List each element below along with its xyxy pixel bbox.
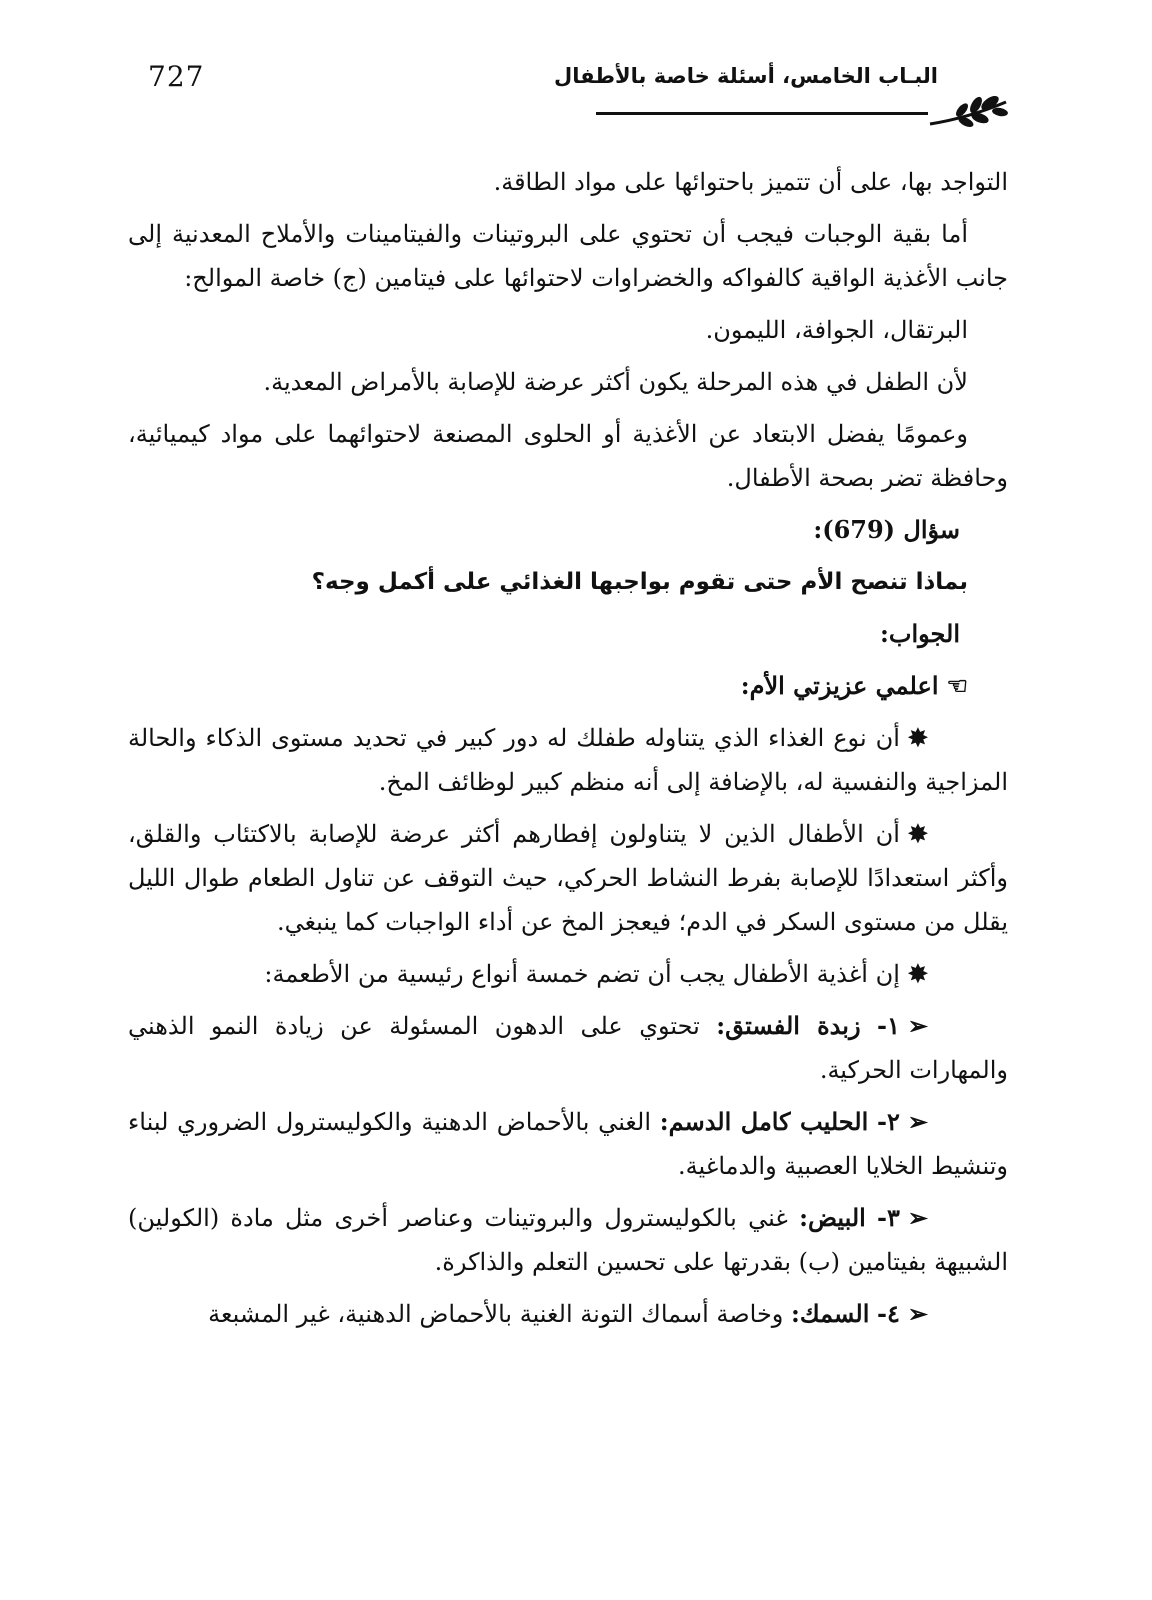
answer-heading [128, 612, 968, 656]
star-bullet-icon: ✸ [907, 959, 928, 988]
arrow-bullet-icon: ➢ [907, 1011, 928, 1040]
paragraph: التواجد بها، على أن تتميز باحتوائها على مواد الطاقة. [493, 168, 1008, 196]
leaf-ornament-icon [928, 94, 1008, 128]
running-title: البـاب الخامس، أسئلة خاصة بالأطفال [553, 64, 938, 88]
bullet-paragraph [128, 716, 1008, 804]
item-term: الحليب كامل الدسم: [659, 1107, 869, 1136]
question-label: سؤال (679): [813, 515, 960, 544]
bullet-text: أن نوع الغذاء الذي يتناوله طفلك له دور كبير في تحديد مستوى الذكاء والحالة المزاجية والنفسية له، بالإضافة إلى أنه منظم كبير لوظائف المخ. [128, 724, 1008, 796]
star-bullet-icon: ✸ [907, 819, 928, 848]
pointing-hand-icon: ☜ [946, 671, 968, 700]
header-rule [596, 112, 928, 115]
item-text: غني بالكوليسترول والبروتينات وعناصر أخرى مثل مادة (الكولين) الشبيهة بفيتامين (ب) بقدرتها على تحسين التعلم والذاكرة. [128, 1204, 1008, 1276]
paragraph: أما بقية الوجبات فيجب أن تحتوي على البروتينات والفيتامينات والأملاح المعدنية إلى جانب الأغذية الواقية كالفواكه والخضراوات لاحتوائها على فيتامين (ج) خاصة الموالح: [128, 220, 1008, 292]
bullet-paragraph [128, 952, 1008, 996]
page-content [128, 160, 1008, 1344]
arrow-bullet-icon: ➢ [907, 1203, 928, 1232]
item-text: وخاصة أسماك التونة الغنية بالأحماض الدهنية، غير المشبعة [208, 1300, 784, 1328]
item-text: تحتوي على الدهون المسئولة عن زيادة النمو الذهني والمهارات الحركية. [128, 1012, 1008, 1084]
star-bullet-icon: ✸ [907, 723, 928, 752]
page-header [128, 58, 1008, 128]
item-term: زبدة الفستق: [716, 1011, 861, 1040]
item-term: السمك: [791, 1299, 870, 1328]
bullet-text: أن الأطفال الذين لا يتناولون إفطارهم أكثر عرضة للإصابة بالاكتئاب والقلق، وأكثر استعدادًا للإصابة بفرط النشاط الحركي، حيث التوقف عن تناول الطعام طوال الليل يقلل من مستوى السكر في الدم؛ فيعجز المخ عن أداء الواجبات كما ينبغي. [128, 820, 1008, 936]
arrow-bullet-icon: ➢ [907, 1107, 928, 1136]
item-number: ٤- [877, 1299, 900, 1328]
arrow-bullet-icon: ➢ [907, 1299, 928, 1328]
address-text: اعلمي عزيزتي الأم: [740, 671, 939, 700]
paragraph: وعمومًا يفضل الابتعاد عن الأغذية أو الحلوى المصنعة لاحتوائهما على مواد كيميائية، وحافظة تضر بصحة الأطفال. [128, 420, 1008, 492]
question-heading [128, 508, 968, 552]
item-text: الغني بالأحماض الدهنية والكوليسترول الضروري لبناء وتنشيط الخلايا العصبية والدماغية. [128, 1108, 1008, 1180]
answer-label: الجواب: [880, 619, 960, 648]
list-item [128, 1100, 1008, 1188]
list-item [128, 1292, 1008, 1336]
paragraph: لأن الطفل في هذه المرحلة يكون أكثر عرضة للإصابة بالأمراض المعدية. [263, 368, 968, 396]
paragraph: البرتقال، الجوافة، الليمون. [705, 316, 968, 344]
item-number: ١- [877, 1011, 900, 1040]
bullet-text: إن أغذية الأطفال يجب أن تضم خمسة أنواع رئيسية من الأطعمة: [264, 960, 900, 988]
item-term: البيض: [799, 1203, 866, 1232]
list-item [128, 1004, 1008, 1092]
item-number: ٣- [877, 1203, 900, 1232]
item-number: ٢- [877, 1107, 900, 1136]
list-item [128, 1196, 1008, 1284]
bullet-paragraph [128, 812, 1008, 944]
page-number: 727 [148, 60, 205, 93]
question-text: بماذا تنصح الأم حتى تقوم بواجبها الغذائي على أكمل وجه؟ [311, 569, 968, 595]
address-line [128, 664, 968, 708]
